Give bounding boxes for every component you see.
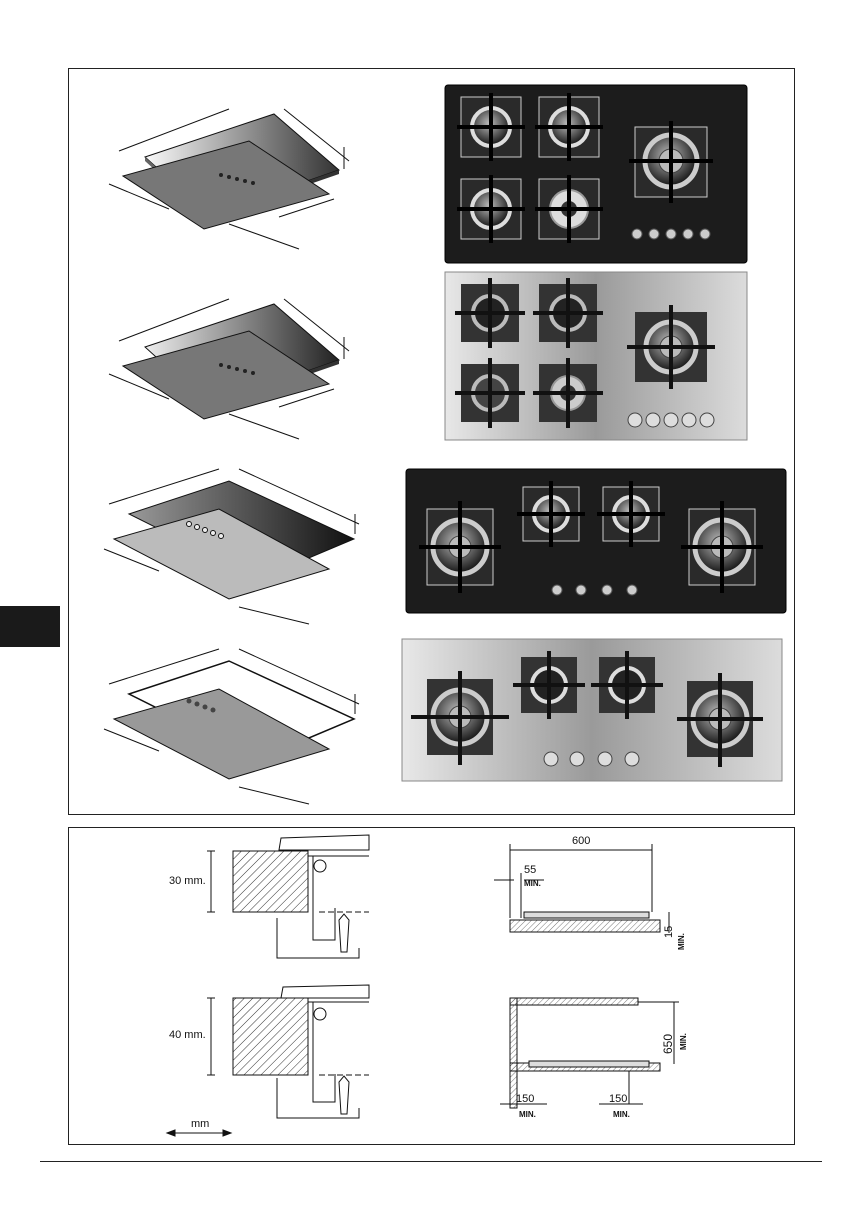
- hob-photo-black-5burner: [445, 85, 747, 263]
- installation-diagrams-panel: [68, 827, 795, 1145]
- min-label-150-right: MIN.: [613, 1110, 630, 1119]
- chapter-tab: [0, 606, 60, 647]
- hob-photo-steel-4burner-wide: [402, 639, 782, 781]
- cutout-side-view: [494, 844, 669, 933]
- cabinet-clearance-view: [500, 998, 679, 1108]
- label-30mm: 30 mm.: [169, 875, 206, 887]
- mm-scale-arrow: [167, 1130, 231, 1136]
- label-40mm: 40 mm.: [169, 1029, 206, 1041]
- dim-150-left: 150: [516, 1093, 535, 1105]
- dim-600: 600: [572, 835, 591, 847]
- footer-rule: [40, 1161, 822, 1162]
- min-label-150-left: MIN.: [519, 1110, 536, 1119]
- iso-hob-1: [109, 109, 349, 249]
- min-label-15: MIN.: [677, 933, 686, 950]
- dim-150-right: 150: [609, 1093, 628, 1105]
- min-label-55: MIN.: [524, 879, 541, 888]
- iso-hob-2: [109, 299, 349, 439]
- label-unit-mm: mm: [191, 1118, 210, 1130]
- dim-55: 55: [524, 864, 537, 876]
- worktop-section-40mm: [207, 985, 369, 1118]
- iso-hob-4: [104, 649, 359, 804]
- hob-photo-steel-5burner: [445, 272, 747, 440]
- hob-models-illustration: [69, 69, 794, 814]
- worktop-section-30mm: [207, 835, 369, 958]
- hob-photo-black-4burner-wide: [406, 469, 786, 613]
- min-label-650: MIN.: [679, 1033, 688, 1050]
- dim-650: 650: [661, 1033, 675, 1054]
- dim-15: 15: [663, 925, 675, 938]
- iso-hob-3: [104, 469, 359, 624]
- hob-models-panel: [68, 68, 795, 815]
